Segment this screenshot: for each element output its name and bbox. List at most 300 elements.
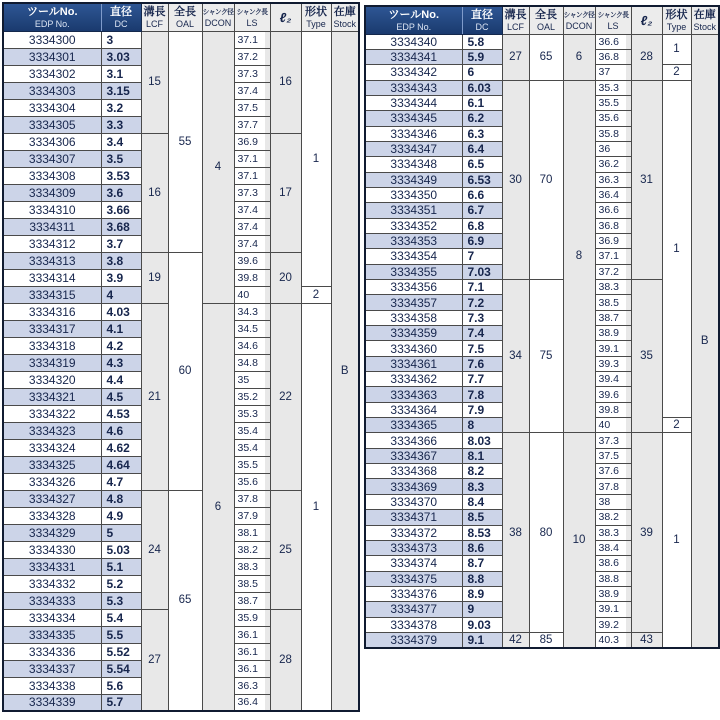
diameter-cell: 8.53 (462, 525, 502, 540)
header-row (3, 3, 359, 31)
ls-cell: 38.6 (595, 556, 631, 571)
header-label-en: EDP No. (396, 21, 432, 32)
header-label-en: Stock (333, 18, 356, 29)
ls-cell: 37.3 (595, 433, 631, 448)
ls-cell: 36.4 (234, 694, 270, 711)
header-label-en: LCF (506, 21, 524, 32)
edp-no-cell: 3334354 (365, 249, 462, 264)
diameter-cell: 6.03 (462, 80, 502, 95)
l2-cell: 22 (270, 303, 301, 490)
lcf-cell: 24 (141, 490, 168, 609)
ls-cell: 38.3 (595, 525, 631, 540)
header-label-jp: シャンク径 (563, 11, 595, 19)
l2-cell: 31 (631, 80, 662, 279)
edp-no-cell: 3334333 (3, 592, 101, 609)
ls-cell: 35.6 (595, 111, 631, 126)
header-label-en: EDP No. (34, 18, 70, 29)
edp-no-cell: 3334329 (3, 524, 101, 541)
edp-no-cell: 3334360 (365, 341, 462, 356)
ls-cell: 35.3 (234, 405, 270, 422)
header-label-en: DCON (204, 17, 232, 28)
edp-no-cell: 3334342 (365, 65, 462, 80)
ls-cell: 37.1 (234, 150, 270, 167)
ls-cell: 37.4 (234, 218, 270, 235)
ls-cell: 35.5 (595, 95, 631, 110)
ls-cell: 34.3 (234, 303, 270, 320)
header-label-jp: シャンク径 (202, 8, 234, 16)
edp-no-cell: 3334332 (3, 575, 101, 592)
header-label-en: LCF (145, 18, 163, 29)
header-label-jp: 在庫 (333, 5, 356, 18)
header-row (365, 6, 719, 34)
oal-cell: 80 (529, 433, 563, 632)
col-header-edp (365, 6, 462, 34)
diameter-cell: 3 (101, 31, 141, 48)
ls-cell: 39.2 (595, 617, 631, 632)
ls-cell: 34.5 (234, 320, 270, 337)
diameter-cell: 3.2 (101, 99, 141, 116)
header-label-jp: 溝長 (504, 8, 527, 21)
table-row (3, 31, 359, 48)
header-label-en: LS (246, 17, 258, 28)
stock-cell: B (331, 31, 359, 711)
header-label-en: OAL (536, 21, 555, 32)
diameter-cell: 6.3 (462, 126, 502, 141)
ls-cell: 37.1 (234, 31, 270, 48)
edp-no-cell: 3334366 (365, 433, 462, 448)
ls-cell: 39.3 (595, 356, 631, 371)
diameter-cell: 6.1 (462, 95, 502, 110)
diameter-cell: 6.5 (462, 157, 502, 172)
lcf-cell: 19 (141, 252, 168, 303)
diameter-cell: 4.1 (101, 320, 141, 337)
oal-cell: 65 (529, 34, 563, 80)
ls-cell: 38.3 (595, 280, 631, 295)
edp-no-cell: 3334341 (365, 49, 462, 64)
edp-no-cell: 3334300 (3, 31, 101, 48)
edp-no-cell: 3334313 (3, 252, 101, 269)
edp-no-cell: 3334315 (3, 286, 101, 303)
diameter-cell: 6.53 (462, 172, 502, 187)
edp-no-cell: 3334337 (3, 660, 101, 677)
ls-cell: 38.1 (234, 524, 270, 541)
edp-no-cell: 3334352 (365, 218, 462, 233)
diameter-cell: 9.03 (462, 617, 502, 632)
lcf-cell: 21 (141, 303, 168, 490)
diameter-cell: 3.7 (101, 235, 141, 252)
ls-cell: 39.6 (595, 387, 631, 402)
lcf-cell: 15 (141, 31, 168, 133)
diameter-cell: 3.4 (101, 133, 141, 150)
ls-cell: 39.8 (595, 402, 631, 417)
diameter-cell: 4.64 (101, 456, 141, 473)
ls-cell: 37.6 (595, 464, 631, 479)
diameter-cell: 6.2 (462, 111, 502, 126)
diameter-cell: 8.5 (462, 510, 502, 525)
ls-cell: 39.4 (595, 372, 631, 387)
ls-cell: 38.7 (595, 310, 631, 325)
edp-no-cell: 3334306 (3, 133, 101, 150)
diameter-cell: 5.9 (462, 49, 502, 64)
dcon-cell: 6 (563, 34, 595, 80)
col-header-ls (595, 6, 631, 34)
diameter-cell: 5.5 (101, 626, 141, 643)
edp-no-cell: 3334316 (3, 303, 101, 320)
ls-cell: 38.2 (234, 541, 270, 558)
type-cell: 2 (662, 418, 691, 433)
header-label-en: Stock (693, 21, 716, 32)
ls-cell: 37 (595, 65, 631, 80)
l2-cell: 16 (270, 31, 301, 133)
diameter-cell: 7.4 (462, 326, 502, 341)
diameter-cell: 5.52 (101, 643, 141, 660)
edp-no-cell: 3334371 (365, 510, 462, 525)
ls-cell: 36.6 (595, 203, 631, 218)
col-header-l2 (631, 6, 662, 34)
edp-no-cell: 3334376 (365, 586, 462, 601)
edp-no-cell: 3334331 (3, 558, 101, 575)
ls-cell: 34.8 (234, 354, 270, 371)
header-label-en: Type (306, 18, 326, 29)
ls-cell: 39.1 (595, 602, 631, 617)
ls-cell: 35.5 (234, 456, 270, 473)
edp-no-cell: 3334303 (3, 82, 101, 99)
l2-cell: 35 (631, 280, 662, 433)
diameter-cell: 6.6 (462, 187, 502, 202)
diameter-cell: 7.3 (462, 310, 502, 325)
type-cell: 1 (301, 303, 331, 711)
edp-no-cell: 3334340 (365, 34, 462, 49)
ls-cell: 38.7 (234, 592, 270, 609)
diameter-cell: 7.2 (462, 295, 502, 310)
diameter-cell: 5.7 (101, 694, 141, 711)
diameter-cell: 4.5 (101, 388, 141, 405)
diameter-cell: 4.9 (101, 507, 141, 524)
diameter-cell: 4.53 (101, 405, 141, 422)
edp-no-cell: 3334319 (3, 354, 101, 371)
edp-no-cell: 3334365 (365, 418, 462, 433)
header-label-jp: ツールNo. (27, 5, 78, 18)
ls-cell: 35.3 (595, 80, 631, 95)
edp-no-cell: 3334351 (365, 203, 462, 218)
diameter-cell: 8 (462, 418, 502, 433)
type-cell: 1 (662, 34, 691, 65)
edp-no-cell: 3334364 (365, 402, 462, 417)
diameter-cell: 8.3 (462, 479, 502, 494)
lcf-cell: 30 (502, 80, 529, 279)
table-row (365, 34, 719, 49)
diameter-cell: 3.8 (101, 252, 141, 269)
edp-no-cell: 3334309 (3, 184, 101, 201)
edp-no-cell: 3334325 (3, 456, 101, 473)
header-label-jp: 直径 (471, 8, 493, 21)
ls-cell: 36.8 (595, 218, 631, 233)
col-header-lcf (502, 6, 529, 34)
ls-cell: 37.2 (234, 48, 270, 65)
ls-cell: 37.1 (234, 167, 270, 184)
header-label-jp: 直径 (110, 5, 132, 18)
edp-no-cell: 3334378 (365, 617, 462, 632)
edp-no-cell: 3334373 (365, 540, 462, 555)
diameter-cell: 5.03 (101, 541, 141, 558)
diameter-cell: 3.5 (101, 150, 141, 167)
col-header-dc (462, 6, 502, 34)
header-label-jp: ツールNo. (388, 8, 439, 21)
header-label-jp: 全長 (535, 8, 557, 21)
oal-cell: 70 (529, 80, 563, 279)
diameter-cell: 5.54 (101, 660, 141, 677)
diameter-cell: 7.9 (462, 402, 502, 417)
edp-no-cell: 3334318 (3, 337, 101, 354)
edp-no-cell: 3334377 (365, 602, 462, 617)
l2-cell: 28 (631, 34, 662, 80)
ls-cell: 37.8 (595, 479, 631, 494)
diameter-cell: 6.8 (462, 218, 502, 233)
edp-no-cell: 3334375 (365, 571, 462, 586)
ls-cell: 36.8 (595, 49, 631, 64)
ls-cell: 37.5 (595, 448, 631, 463)
ls-cell: 37.3 (234, 65, 270, 82)
diameter-cell: 4.8 (101, 490, 141, 507)
lcf-cell: 42 (502, 632, 529, 648)
dcon-cell: 8 (563, 80, 595, 433)
diameter-cell: 4.4 (101, 371, 141, 388)
table-row (365, 80, 719, 95)
edp-no-cell: 3334367 (365, 448, 462, 463)
l2-symbol: ℓ₂ (640, 12, 653, 28)
edp-no-cell: 3334307 (3, 150, 101, 167)
lcf-cell: 38 (502, 433, 529, 632)
diameter-cell: 7.8 (462, 387, 502, 402)
edp-no-cell: 3334343 (365, 80, 462, 95)
dcon-cell: 4 (202, 31, 234, 303)
ls-cell: 37.4 (234, 201, 270, 218)
ls-cell: 36.3 (234, 677, 270, 694)
edp-no-cell: 3334311 (3, 218, 101, 235)
l2-cell: 39 (631, 433, 662, 632)
ls-cell: 36.4 (595, 187, 631, 202)
diameter-cell: 6 (462, 65, 502, 80)
diameter-cell: 7 (462, 249, 502, 264)
ls-cell: 37.2 (595, 264, 631, 279)
ls-cell: 36.1 (234, 626, 270, 643)
diameter-cell: 3.9 (101, 269, 141, 286)
ls-cell: 40.3 (595, 632, 631, 648)
edp-no-cell: 3334357 (365, 295, 462, 310)
col-header-stock (331, 3, 359, 31)
ls-cell: 35.8 (595, 126, 631, 141)
ls-cell: 38.2 (595, 510, 631, 525)
edp-no-cell: 3334308 (3, 167, 101, 184)
diameter-cell: 5.3 (101, 592, 141, 609)
lcf-cell: 34 (502, 280, 529, 433)
diameter-cell: 8.2 (462, 464, 502, 479)
diameter-cell: 8.8 (462, 571, 502, 586)
l2-cell: 20 (270, 252, 301, 303)
header-label-jp: 形状 (665, 8, 688, 21)
edp-no-cell: 3334326 (3, 473, 101, 490)
ls-cell: 35 (234, 371, 270, 388)
col-header-type (662, 6, 691, 34)
edp-no-cell: 3334310 (3, 201, 101, 218)
ls-cell: 36.1 (234, 643, 270, 660)
ls-cell: 36.6 (595, 34, 631, 49)
col-header-type (301, 3, 331, 31)
col-header-l2 (270, 3, 301, 31)
ls-cell: 38.9 (595, 326, 631, 341)
header-label-en: DC (475, 21, 489, 32)
diameter-cell: 8.6 (462, 540, 502, 555)
diameter-cell: 4.03 (101, 303, 141, 320)
header-label-jp: 全長 (174, 5, 196, 18)
l2-cell: 28 (270, 609, 301, 711)
ls-cell: 36 (595, 141, 631, 156)
oal-cell: 85 (529, 632, 563, 648)
ls-cell: 35.4 (234, 439, 270, 456)
stock-cell: B (691, 34, 719, 648)
col-header-stock (691, 6, 719, 34)
edp-no-cell: 3334370 (365, 494, 462, 509)
edp-no-cell: 3334320 (3, 371, 101, 388)
diameter-cell: 8.4 (462, 494, 502, 509)
type-cell: 1 (662, 80, 691, 418)
edp-no-cell: 3334374 (365, 556, 462, 571)
l2-cell: 43 (631, 632, 662, 648)
diameter-cell: 4.2 (101, 337, 141, 354)
diameter-cell: 6.7 (462, 203, 502, 218)
diameter-cell: 4.3 (101, 354, 141, 371)
diameter-cell: 3.53 (101, 167, 141, 184)
ls-cell: 37.8 (234, 490, 270, 507)
type-cell: 2 (662, 65, 691, 80)
diameter-cell: 5.4 (101, 609, 141, 626)
ls-cell: 38.5 (234, 575, 270, 592)
edp-no-cell: 3334336 (3, 643, 101, 660)
ls-cell: 35.9 (234, 609, 270, 626)
diameter-cell: 3.6 (101, 184, 141, 201)
ls-cell: 38 (595, 494, 631, 509)
col-header-dcon (563, 6, 595, 34)
oal-cell: 55 (168, 31, 202, 252)
header-label-en: LS (607, 20, 619, 31)
table-body (3, 31, 359, 711)
edp-no-cell: 3334368 (365, 464, 462, 479)
diameter-cell: 7.1 (462, 280, 502, 295)
edp-no-cell: 3334348 (365, 157, 462, 172)
header-label-jp: 在庫 (693, 8, 716, 21)
header-label-jp: 形状 (305, 5, 327, 18)
ls-cell: 37.1 (595, 249, 631, 264)
ls-cell: 35.6 (234, 473, 270, 490)
oal-cell: 75 (529, 280, 563, 433)
ls-cell: 38.4 (595, 540, 631, 555)
diameter-cell: 8.9 (462, 586, 502, 601)
edp-no-cell: 3334359 (365, 326, 462, 341)
diameter-cell: 5.2 (101, 575, 141, 592)
header-label-en: DC (114, 18, 128, 29)
edp-no-cell: 3334317 (3, 320, 101, 337)
diameter-cell: 4 (101, 286, 141, 303)
oal-cell: 60 (168, 252, 202, 490)
diameter-cell: 3.66 (101, 201, 141, 218)
diameter-cell: 3.1 (101, 65, 141, 82)
ls-cell: 40 (234, 286, 270, 303)
edp-no-cell: 3334379 (365, 632, 462, 648)
edp-no-cell: 3334302 (3, 65, 101, 82)
edp-no-cell: 3334327 (3, 490, 101, 507)
edp-no-cell: 3334304 (3, 99, 101, 116)
diameter-cell: 4.6 (101, 422, 141, 439)
ls-cell: 36.9 (595, 233, 631, 248)
ls-cell: 39.6 (234, 252, 270, 269)
edp-no-cell: 3334328 (3, 507, 101, 524)
ls-cell: 38.8 (595, 571, 631, 586)
table-row (365, 433, 719, 448)
edp-no-cell: 3334363 (365, 387, 462, 402)
edp-no-cell: 3334314 (3, 269, 101, 286)
edp-no-cell: 3334355 (365, 264, 462, 279)
ls-cell: 35.2 (234, 388, 270, 405)
ls-cell: 34.6 (234, 337, 270, 354)
header-label-en: OAL (175, 18, 194, 29)
lcf-cell: 27 (141, 609, 168, 711)
edp-no-cell: 3334330 (3, 541, 101, 558)
diameter-cell: 3.3 (101, 116, 141, 133)
ls-cell: 36.3 (595, 172, 631, 187)
lcf-cell: 16 (141, 133, 168, 252)
edp-no-cell: 3334301 (3, 48, 101, 65)
ls-cell: 35.4 (234, 422, 270, 439)
edp-no-cell: 3334339 (3, 694, 101, 711)
table-body (365, 34, 719, 648)
header-label-en: DCON (565, 20, 593, 31)
spec-table-right (364, 5, 720, 649)
ls-cell: 37.4 (234, 82, 270, 99)
diameter-cell: 4.7 (101, 473, 141, 490)
edp-no-cell: 3334372 (365, 525, 462, 540)
diameter-cell: 3.15 (101, 82, 141, 99)
diameter-cell: 9.1 (462, 632, 502, 648)
table-header (365, 6, 719, 34)
l2-cell: 17 (270, 133, 301, 252)
edp-no-cell: 3334322 (3, 405, 101, 422)
diameter-cell: 7.5 (462, 341, 502, 356)
col-header-lcf (141, 3, 168, 31)
diameter-cell: 5 (101, 524, 141, 541)
edp-no-cell: 3334305 (3, 116, 101, 133)
diameter-cell: 5.6 (101, 677, 141, 694)
edp-no-cell: 3334356 (365, 280, 462, 295)
dcon-cell: 6 (202, 303, 234, 711)
header-label-en: Type (666, 21, 687, 32)
header-label-jp: シャンク長 (236, 8, 268, 16)
dcon-cell: 10 (563, 433, 595, 648)
edp-no-cell: 3334323 (3, 422, 101, 439)
ls-cell: 38.9 (595, 586, 631, 601)
col-header-dc (101, 3, 141, 31)
diameter-cell: 7.03 (462, 264, 502, 279)
ls-cell: 38.3 (234, 558, 270, 575)
edp-no-cell: 3334353 (365, 233, 462, 248)
ls-cell: 39.8 (234, 269, 270, 286)
edp-no-cell: 3334321 (3, 388, 101, 405)
edp-no-cell: 3334335 (3, 626, 101, 643)
col-header-oal (168, 3, 202, 31)
ls-cell: 37.4 (234, 235, 270, 252)
edp-no-cell: 3334349 (365, 172, 462, 187)
diameter-cell: 9 (462, 602, 502, 617)
diameter-cell: 6.9 (462, 233, 502, 248)
